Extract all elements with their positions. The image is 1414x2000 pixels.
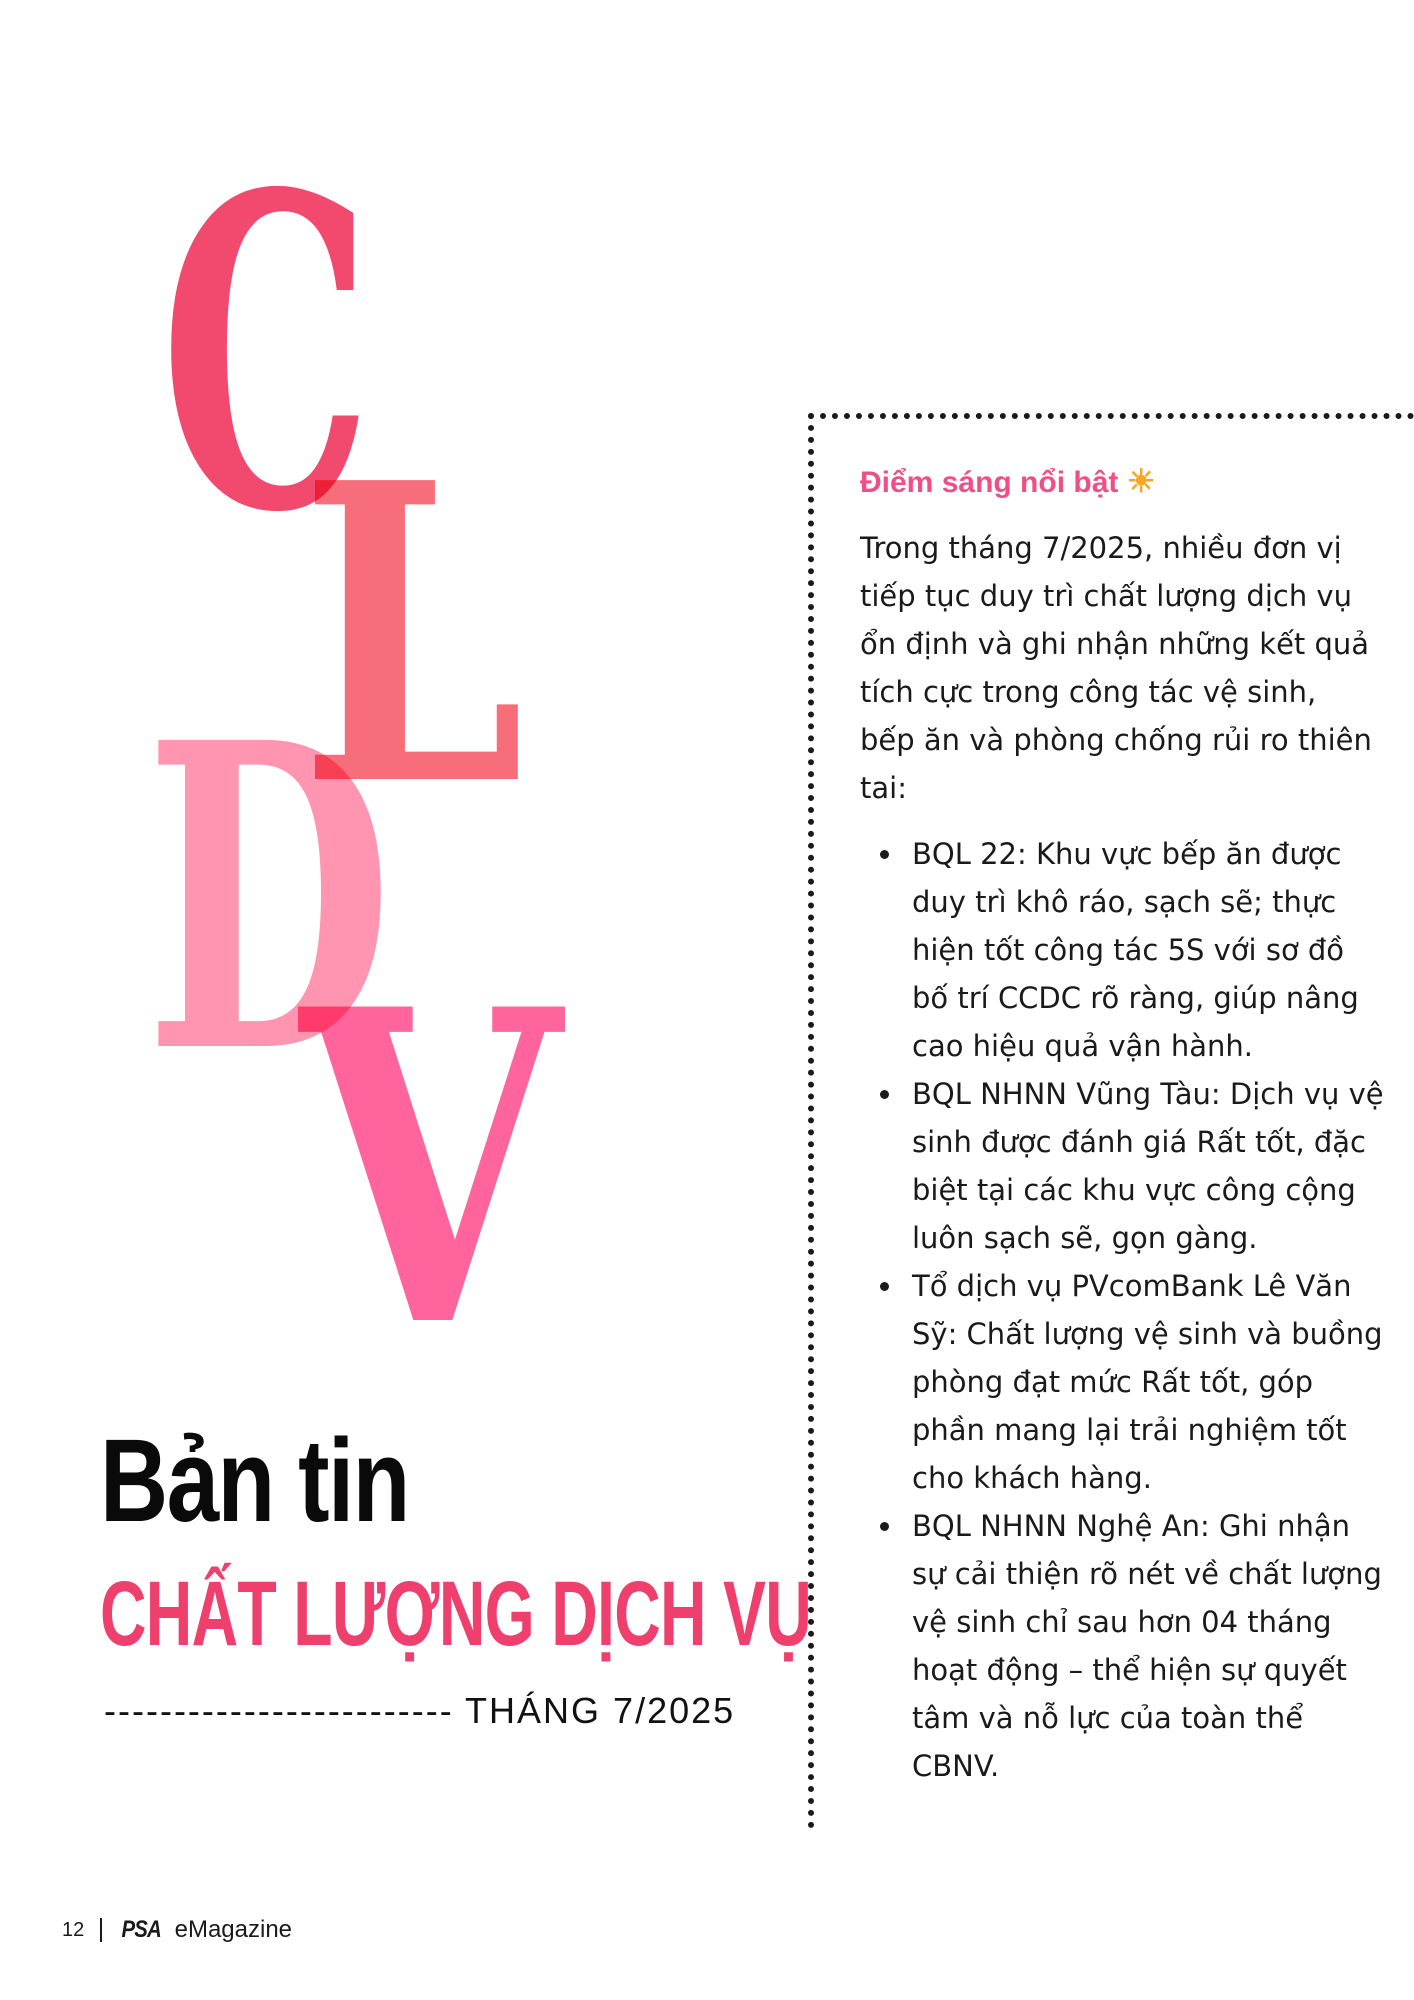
highlight-heading-text: Điểm sáng nổi bật <box>860 466 1119 499</box>
page-number: 12 <box>62 1918 85 1941</box>
list-item: Tổ dịch vụ PVcomBank Lê Văn Sỹ: Chất lượng vệ sinh và buồng phòng đạt mức Rất tốt, góp phần mang lại trải nghiệm tốt cho khách hàng. <box>860 1262 1388 1502</box>
footer-divider <box>100 1918 102 1942</box>
page-footer <box>62 1916 292 1944</box>
list-item: BQL NHNN Vũng Tàu: Dịch vụ vệ sinh được đánh giá Rất tốt, đặc biệt tại các khu vực công cộng luôn sạch sẽ, gọn gàng. <box>860 1070 1388 1262</box>
hero-letter-d: D <box>145 653 386 1146</box>
magazine-name: eMagazine <box>174 1916 293 1943</box>
hero-letter-l: L <box>300 394 518 876</box>
issue-date-line: ------------------------- THÁNG 7/2025 <box>104 1690 736 1731</box>
hero-letter-v: V <box>300 917 553 1422</box>
title-chat-luong-dich-vu: CHẤT LƯỢNG DỊCH VỤ <box>100 1563 812 1665</box>
psa-logo: PSA <box>121 1916 162 1943</box>
highlight-heading <box>860 462 1155 500</box>
title-ban-tin: Bản tin <box>100 1415 409 1547</box>
list-item: BQL NHNN Nghệ An: Ghi nhận sự cải thiện rõ nét về chất lượng vệ sinh chỉ sau hơn 04 tháng hoạt động – thể hiện sự quyết tâm và nỗ lực của toàn thể CBNV. <box>860 1502 1388 1790</box>
highlight-list <box>860 830 1388 1790</box>
list-item: BQL 22: Khu vực bếp ăn được duy trì khô ráo, sạch sẽ; thực hiện tốt công tác 5S với sơ đồ bố trí CCDC rõ ràng, giúp nâng cao hiệu quả vận hành. <box>860 830 1388 1070</box>
highlight-intro: Trong tháng 7/2025, nhiều đơn vị tiếp tục duy trì chất lượng dịch vụ ổn định và ghi nhận những kết quả tích cực trong công tác vệ sinh, bếp ăn và phòng chống rủi ro thiên tai: <box>860 531 1372 805</box>
hero-letter-c: C <box>160 102 366 607</box>
sun-icon: ☀ <box>1126 463 1156 499</box>
